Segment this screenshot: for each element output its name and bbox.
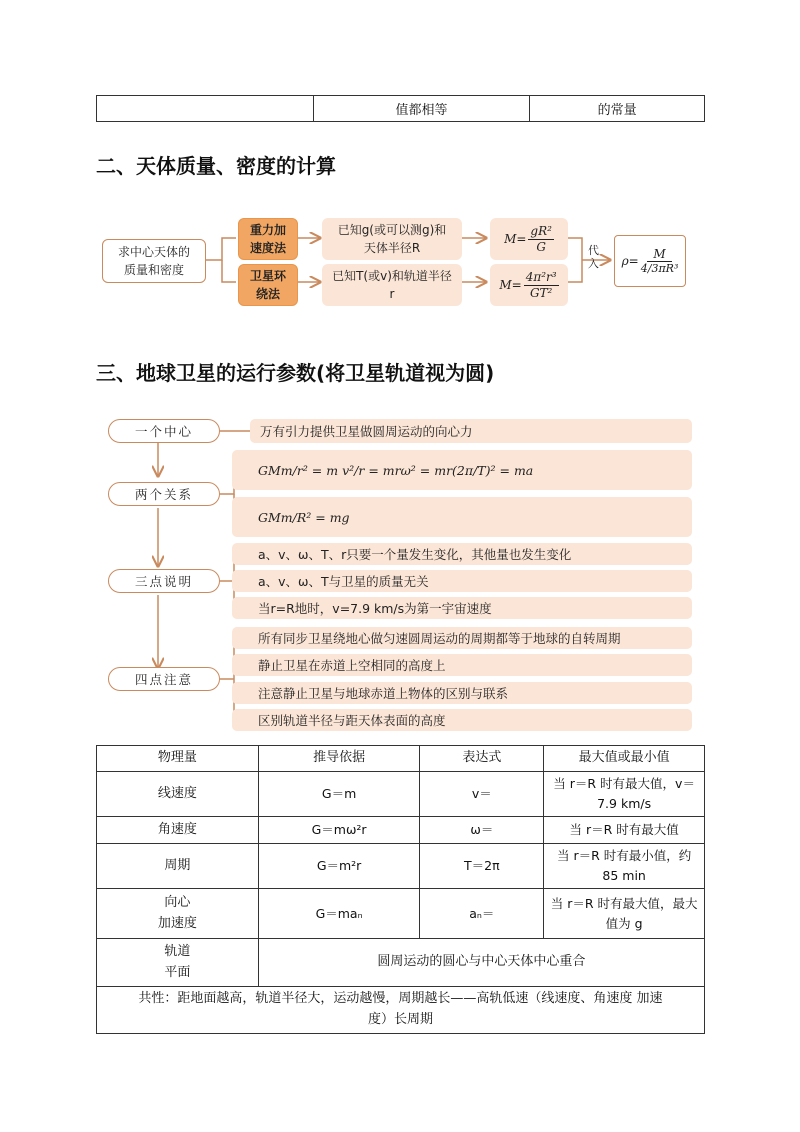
row-extreme: 当 r＝R 时有最小值，约 85 min bbox=[544, 844, 705, 889]
table-row bbox=[97, 817, 705, 844]
row-basis: G＝maₙ bbox=[258, 889, 420, 939]
condition-gravity-box bbox=[322, 218, 462, 260]
row-expression: ω＝ bbox=[420, 817, 544, 844]
condition-orbit-text: 已知T(或v)和轨道半径r bbox=[332, 269, 452, 301]
mass-formula-orbit-num: 4π²r³ bbox=[525, 270, 557, 285]
condition-gravity-text: 已知g(或可以测g)和天体半径R bbox=[337, 223, 447, 255]
mass-formula-orbit-lhs: M= bbox=[499, 278, 522, 292]
header-quantity: 物理量 bbox=[97, 746, 259, 772]
mass-formula-gravity-num: gR² bbox=[530, 224, 552, 239]
node-three-explanations: 三点说明 bbox=[108, 569, 220, 593]
mass-formula-gravity bbox=[490, 218, 568, 260]
center-row: 万有引力提供卫星做圆周运动的向心力 bbox=[250, 419, 692, 443]
row-extreme: 当 r＝R 时有最大值 bbox=[544, 817, 705, 844]
node-four-notes: 四点注意 bbox=[108, 667, 220, 691]
table-row bbox=[97, 889, 705, 939]
row-name-line1: 向心 bbox=[164, 894, 191, 910]
explain-row-1: a、v、ω、T、r只要一个量发生变化，其他量也发生变化 bbox=[232, 543, 692, 565]
orbit-description: 圆周运动的圆心与中心天体中心重合 bbox=[258, 939, 704, 987]
note-row-3: 注意静止卫星与地球赤道上物体的区别与联系 bbox=[232, 682, 692, 704]
density-formula-box bbox=[614, 235, 686, 287]
header-extreme: 最大值或最小值 bbox=[544, 746, 705, 772]
orbit-label-line1: 轨道 bbox=[164, 943, 191, 959]
note-row-1: 所有同步卫星绕地心做匀速圆周运动的周期都等于地球的自转周期 bbox=[232, 627, 692, 649]
row-basis: G＝mω²r bbox=[258, 817, 420, 844]
condition-orbit-box bbox=[322, 264, 462, 306]
mass-formula-gravity-den: G bbox=[536, 239, 546, 254]
density-formula-den: 4/3πR³ bbox=[640, 262, 679, 276]
explain-row-3: 当r=R地时，v=7.9 km/s为第一宇宙速度 bbox=[232, 597, 692, 619]
table-row bbox=[97, 939, 705, 987]
header-expression: 表达式 bbox=[420, 746, 544, 772]
mass-formula-orbit-den: GT² bbox=[529, 285, 553, 300]
summary-cell: 共性：距地面越高，轨道半径大，运动越慢，周期越长——高轨低速（线速度、角速度 加速度）长周期 bbox=[97, 987, 705, 1034]
density-formula-num: M bbox=[647, 247, 671, 262]
table-row bbox=[97, 772, 705, 817]
orbit-label bbox=[97, 939, 259, 987]
row-extreme: 当 r＝R 时有最大值，v＝7.9 km/s bbox=[544, 772, 705, 817]
density-formula-lhs: ρ= bbox=[621, 254, 639, 268]
row-name-line2: 加速度 bbox=[157, 915, 197, 931]
row-name bbox=[97, 889, 259, 939]
start-box bbox=[102, 239, 206, 283]
note-row-2: 静止卫星在赤道上空相同的高度上 bbox=[232, 654, 692, 676]
row-basis: G＝m bbox=[258, 772, 420, 817]
substitute-label: 代入 bbox=[588, 244, 599, 271]
row-name: 角速度 bbox=[97, 817, 259, 844]
orbit-label-line2: 平面 bbox=[164, 964, 191, 980]
mass-formula-orbit bbox=[490, 264, 568, 306]
section3-heading: 三、地球卫星的运行参数(将卫星轨道视为圆) bbox=[96, 361, 495, 385]
row-basis: G＝m²r bbox=[258, 844, 420, 889]
top-cell-2: 值都相等 bbox=[313, 96, 530, 122]
method-gravity-box bbox=[238, 218, 298, 260]
top-cell-3: 的常量 bbox=[530, 96, 705, 122]
row-expression: aₙ＝ bbox=[420, 889, 544, 939]
row-expression: T＝2π bbox=[420, 844, 544, 889]
row-name: 周期 bbox=[97, 844, 259, 889]
header-basis: 推导依据 bbox=[258, 746, 420, 772]
node-one-center: 一个中心 bbox=[108, 419, 220, 443]
table-row bbox=[97, 987, 705, 1034]
node-two-relations: 两个关系 bbox=[108, 482, 220, 506]
mass-formula-gravity-lhs: M= bbox=[504, 232, 527, 246]
note-row-4: 区别轨道半径与距天体表面的高度 bbox=[232, 709, 692, 731]
satellite-parameter-table bbox=[96, 745, 705, 1034]
start-text: 求中心天体的质量和密度 bbox=[117, 245, 190, 277]
row-name: 线速度 bbox=[97, 772, 259, 817]
method-gravity-label: 重力加速度法 bbox=[249, 223, 286, 255]
method-orbit-box bbox=[238, 264, 298, 306]
section2-heading: 二、天体质量、密度的计算 bbox=[96, 154, 336, 178]
row-expression: v＝ bbox=[420, 772, 544, 817]
table-row bbox=[97, 844, 705, 889]
relation-row-2: GMm/R² = mg bbox=[232, 497, 692, 537]
row-extreme: 当 r＝R 时有最大值，最大值为 g bbox=[544, 889, 705, 939]
relation-row-1: GMm/r² = m v²/r = mrω² = mr(2π/T)² = ma bbox=[232, 450, 692, 490]
method-orbit-label: 卫星环绕法 bbox=[249, 269, 286, 301]
explain-row-2: a、v、ω、T与卫星的质量无关 bbox=[232, 570, 692, 592]
